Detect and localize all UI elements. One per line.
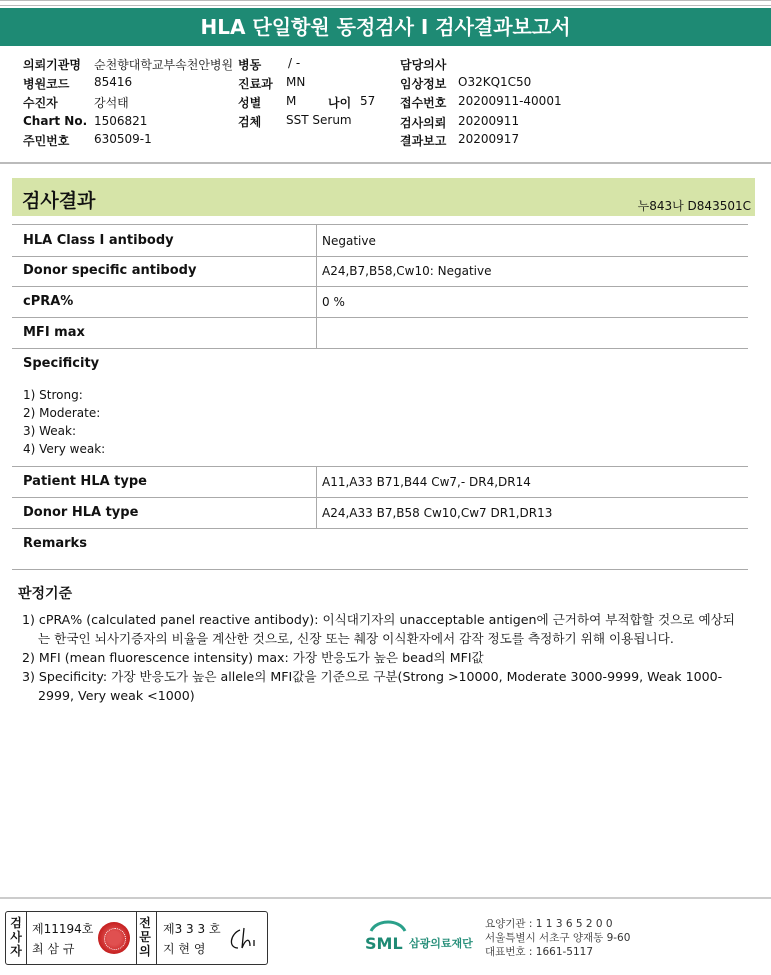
specificity-label: Specificity (23, 356, 100, 371)
specificity-line: 1) Strong: (23, 388, 83, 402)
table-row (12, 349, 748, 467)
table-row (12, 256, 748, 287)
specificity-list (23, 386, 105, 458)
specificity-line: 2) Moderate: (23, 406, 101, 420)
table-row (12, 224, 748, 257)
doctor-label: 담당의사 (400, 58, 447, 72)
cell-divider (316, 287, 317, 317)
clinical-label: 임상정보 (400, 77, 447, 91)
result-header (12, 178, 755, 216)
specimen-label: 검체 (238, 115, 262, 129)
sml-logo-icon (365, 917, 411, 957)
specialist-license: 제3 3 3 호 (163, 922, 221, 936)
lab-address (485, 917, 630, 959)
donor-hla-label: Donor HLA type (23, 505, 139, 520)
address-line: 서울특별시 서초구 양재동 9-60 (485, 932, 631, 944)
patient-hla-value: A11,A33 B71,B44 Cw7,- DR4,DR14 (322, 475, 531, 489)
clinical-value: O32KQ1C50 (458, 75, 532, 89)
logo-text: SML (365, 934, 403, 953)
result-code: 누843나 D843501C (637, 199, 751, 213)
box-divider (156, 912, 157, 964)
specificity-line: 4) Very weak: (23, 442, 106, 456)
report-value: 20200917 (458, 132, 520, 146)
inspector-name: 최 삼 규 (32, 942, 75, 956)
address-line: 요양기관 : 1 1 3 6 5 2 0 0 (485, 918, 613, 930)
specificity-line: 3) Weak: (23, 424, 77, 438)
logo-org: 삼광의료재단 (409, 937, 473, 950)
report-title: HLA 단일항원 동정검사 I 검사결과보고서 (0, 8, 771, 46)
cell-divider (316, 318, 317, 348)
box-divider (136, 912, 137, 964)
hospital-code-value: 85416 (94, 75, 133, 89)
receipt-label: 접수번호 (400, 96, 447, 110)
recipient-value: 강석태 (94, 96, 129, 110)
table-row (12, 498, 748, 529)
seal-stamp (98, 922, 130, 954)
signature-box (5, 911, 268, 965)
receipt-value: 20200911-40001 (458, 94, 562, 108)
specialist-vertical-label: 전문의 (139, 916, 151, 958)
cell-divider (316, 467, 317, 497)
sex-label: 성별 (238, 96, 262, 110)
chart-label: Chart No. (23, 114, 88, 128)
hospital-code-label: 병원코드 (23, 77, 70, 91)
dept-value: MN (286, 75, 306, 89)
hla-class-label: HLA Class Ⅰ antibody (23, 233, 174, 248)
dept-label: 진료과 (238, 77, 273, 91)
age-value: 57 (360, 94, 376, 108)
cpra-label: cPRA% (23, 294, 74, 309)
criteria-list (22, 610, 742, 705)
specimen-value: SST Serum (286, 113, 352, 127)
sml-logo (365, 917, 490, 957)
criteria-item: 3) Specificity: 가장 반응도가 높은 allele의 MFI값을 기준으로 구분(Strong >10000, Moderate 3000-9999, Weak 1000-2999, Very weak <1000) (22, 669, 723, 703)
patient-hla-label: Patient HLA type (23, 474, 147, 489)
table-row (12, 529, 748, 570)
institution-label: 의뢰기관명 (23, 58, 81, 72)
dsa-value: A24,B7,B58,Cw10: Negative (322, 264, 492, 278)
hla-class-value: Negative (322, 234, 376, 248)
inspector-vertical-label: 검사자 (10, 916, 22, 958)
ward-value: / - (288, 56, 301, 70)
result-heading: 검사결과 (22, 190, 96, 212)
divider (0, 162, 771, 164)
inspector-license: 제11194호 (32, 922, 94, 936)
table-row (12, 318, 748, 349)
dsa-label: Donor specific antibody (23, 263, 197, 278)
report-label: 결과보고 (400, 134, 447, 148)
institution-value: 순천향대학교부속천안병원 (94, 58, 234, 72)
criteria-title: 판정기준 (18, 586, 73, 602)
cell-divider (316, 225, 317, 256)
cell-divider (316, 256, 317, 286)
mfi-label: MFI max (23, 325, 85, 340)
ward-label: 병동 (238, 58, 262, 72)
table-row (12, 287, 748, 318)
table-row (12, 467, 748, 498)
donor-hla-value: A24,A33 B7,B58 Cw10,Cw7 DR1,DR13 (322, 506, 553, 520)
request-label: 검사의뢰 (400, 116, 447, 130)
patient-info (0, 52, 771, 162)
criteria-item: 1) cPRA% (calculated panel reactive antibody): 이식대기자의 unacceptable antigen에 근거하여 부적합할 것으로 예상되는 한국인 뇌사기증자의 비율을 계산한 것으로, 신장 또는 췌장 이식환자에서 감작 정도를 측정하기 위해 이용됩니다. (22, 612, 735, 646)
specialist-name: 지 현 영 (163, 942, 206, 956)
box-divider (26, 912, 27, 964)
cpra-value: 0 % (322, 295, 345, 309)
footer-divider (0, 897, 771, 899)
chart-value: 1506821 (94, 114, 148, 128)
recipient-label: 수진자 (23, 96, 58, 110)
criteria-item: 2) MFI (mean fluorescence intensity) max: 가장 반응도가 높은 bead의 MFI값 (22, 650, 484, 665)
request-value: 20200911 (458, 114, 520, 128)
sex-value: M (286, 94, 297, 108)
address-line: 대표번호 : 1661-5117 (485, 946, 594, 958)
age-label: 나이 (328, 96, 352, 110)
rrn-label: 주민번호 (23, 134, 70, 148)
signature-mark (226, 924, 260, 954)
cell-divider (316, 498, 317, 528)
top-border (0, 0, 771, 6)
rrn-value: 630509-1 (94, 132, 152, 146)
remarks-label: Remarks (23, 536, 87, 551)
